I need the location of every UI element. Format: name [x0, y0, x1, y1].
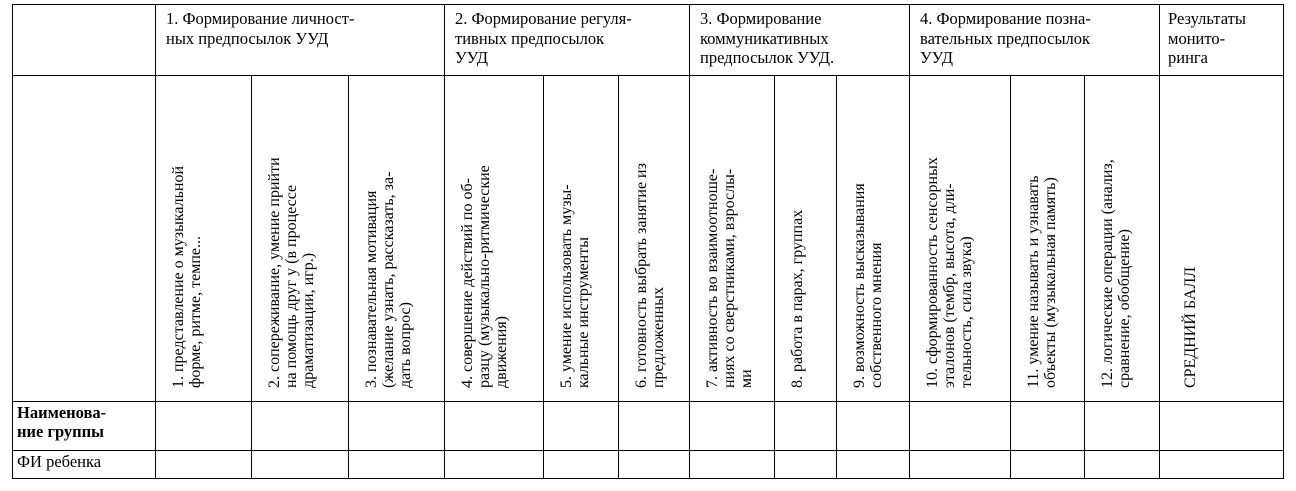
table-cell[interactable]: [252, 402, 349, 451]
table-cell[interactable]: [690, 451, 775, 479]
table-cell[interactable]: [445, 451, 544, 479]
table-cell[interactable]: [837, 402, 910, 451]
table-cell[interactable]: [619, 451, 690, 479]
table-cell[interactable]: [1011, 451, 1085, 479]
criterion-11: 11. умение называть и узнавать объекты (музыкальная память): [1011, 76, 1085, 402]
table-cell[interactable]: [156, 402, 252, 451]
group-header-regulatory: 2. Формирование регуля- тивных предпосылок УУД: [445, 5, 690, 76]
table-row: [13, 451, 1284, 479]
table-cell[interactable]: [544, 402, 619, 451]
table-cell[interactable]: [775, 402, 837, 451]
table-cell[interactable]: [544, 451, 619, 479]
group-header-row: [13, 5, 1284, 76]
group-header-personal: 1. Формирование личност- ных предпосылок УУД: [156, 5, 445, 76]
results-header: Результаты монито- ринга: [1160, 5, 1284, 76]
group-name-label: Наименова- ние группы: [13, 402, 156, 451]
table-cell[interactable]: [910, 451, 1011, 479]
criterion-2: 2. сопереживание, умение прийти на помощь друг у (в процессе драматизации, игр.): [252, 76, 349, 402]
criterion-4: 4. совершение действий по об- разцу (музыкально-ритмические движения): [445, 76, 544, 402]
criterion-8: 8. работа в парах, группах: [775, 76, 837, 402]
average-score-header: СРЕДНИЙ БАЛЛ: [1160, 76, 1284, 402]
child-name-label: ФИ ребенка: [13, 451, 156, 479]
table-row: [13, 402, 1284, 451]
criterion-5: 5. умение использовать музы- кальные инструменты: [544, 76, 619, 402]
criterion-9: 9. возможность высказывания собственного мнения: [837, 76, 910, 402]
criterion-3: 3. познавательная мотивация (желание узнать, рассказать, за- дать вопрос): [349, 76, 445, 402]
criterion-1: 1. представление о музыкальной форме, ритме, темпе...: [156, 76, 252, 402]
table-cell[interactable]: [775, 451, 837, 479]
table-cell[interactable]: [445, 402, 544, 451]
table-cell[interactable]: [1085, 451, 1160, 479]
criteria-corner-cell: [13, 76, 156, 402]
table-cell[interactable]: [619, 402, 690, 451]
criterion-12: 12. логические операции (анализ, сравнение, обобщение): [1085, 76, 1160, 402]
corner-cell: [13, 5, 156, 76]
group-header-communicative: 3. Формирование коммуникативных предпосылок УУД.: [690, 5, 910, 76]
criterion-10: 10. сформированность сенсорных эталонов (тембр, высота, дли- тельность, сила звука): [910, 76, 1011, 402]
criterion-7: 7. активность во взаимоотноше- ниях со сверстниками, взрослы- ми: [690, 76, 775, 402]
table-cell[interactable]: [1085, 402, 1160, 451]
table-cell[interactable]: [910, 402, 1011, 451]
table-cell[interactable]: [1160, 451, 1284, 479]
table-cell[interactable]: [349, 451, 445, 479]
monitoring-table: [12, 4, 1284, 479]
table-cell[interactable]: [1011, 402, 1085, 451]
table-cell[interactable]: [690, 402, 775, 451]
table-cell[interactable]: [349, 402, 445, 451]
table-cell[interactable]: [1160, 402, 1284, 451]
criteria-row: [13, 76, 1284, 402]
table-cell[interactable]: [156, 451, 252, 479]
table-cell[interactable]: [837, 451, 910, 479]
group-header-cognitive: 4. Формирование позна- вательных предпосылок УУД: [910, 5, 1160, 76]
criterion-6: 6. готовность выбрать занятие из предложенных: [619, 76, 690, 402]
table-cell[interactable]: [252, 451, 349, 479]
